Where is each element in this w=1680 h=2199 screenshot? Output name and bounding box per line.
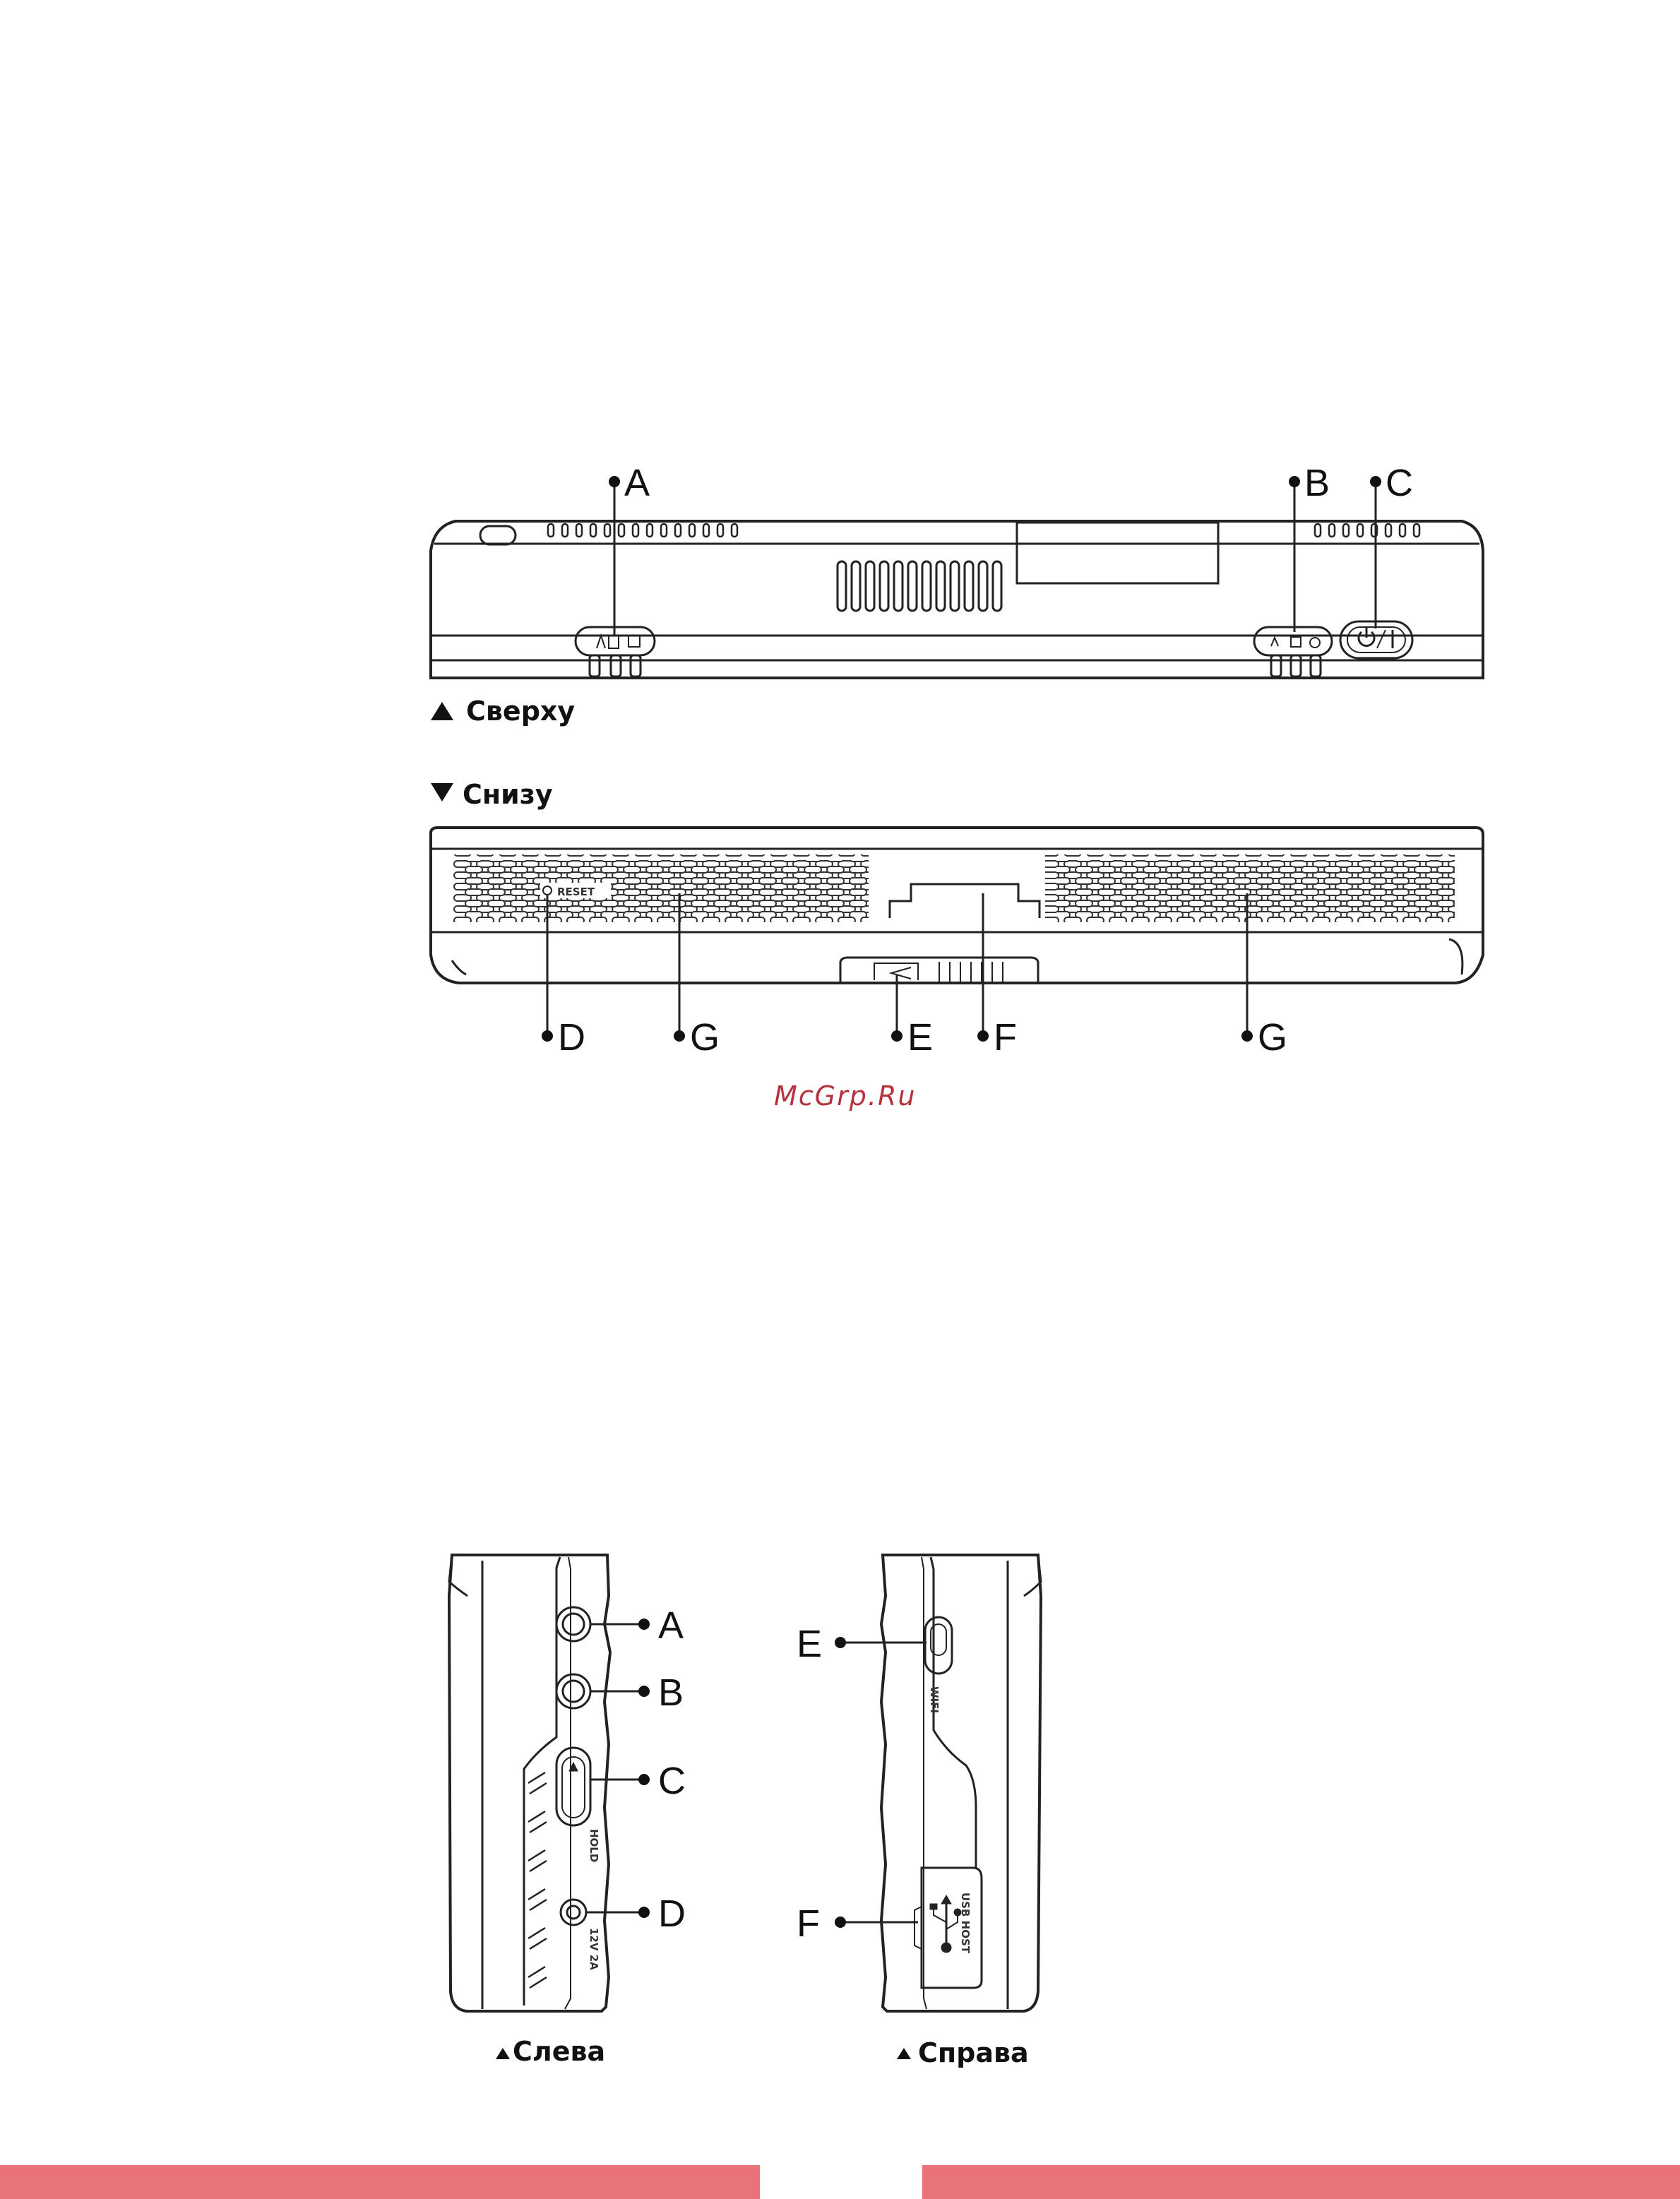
watermark: McGrp.Ru [774, 1080, 917, 1112]
power-spec-text: 12V 2A [588, 1928, 600, 1970]
left-view [449, 1555, 644, 2011]
top-label-b: B [1304, 462, 1330, 504]
bottom-view [431, 828, 1483, 1036]
up-triangle-icon [431, 702, 453, 720]
bottom-label-g2: G [1258, 1016, 1288, 1059]
caption-bottom: Снизу [463, 779, 553, 810]
left-label-a: A [658, 1604, 684, 1647]
right-label-e: E [797, 1623, 823, 1665]
bottom-label-f: F [994, 1016, 1017, 1059]
left-label-c: C [658, 1760, 686, 1802]
bottom-label-g1: G [690, 1016, 720, 1059]
left-view-markers [638, 1619, 650, 1918]
top-label-a: A [624, 462, 650, 504]
bottom-label-d: D [558, 1016, 585, 1059]
wifi-text: WIFI [928, 1686, 941, 1713]
footer-bar-left [0, 2165, 760, 2199]
down-triangle-icon [431, 783, 453, 801]
footer-bar-right [922, 2165, 1680, 2199]
up-triangle-icon [496, 2048, 510, 2059]
right-view [840, 1555, 1041, 2011]
right-view-markers [835, 1637, 846, 1928]
usb-host-text: USB HOST [959, 1893, 972, 1953]
right-label-f: F [797, 1902, 820, 1945]
top-view-markers [609, 476, 1381, 487]
reset-text: RESET [557, 886, 595, 898]
up-triangle-icon [897, 2048, 911, 2059]
caption-top: Сверху [466, 696, 576, 727]
bottom-label-e: E [907, 1016, 934, 1059]
left-label-d: D [658, 1893, 686, 1935]
caption-right: Справа [918, 2037, 1029, 2068]
top-label-c: C [1386, 462, 1413, 504]
hold-text: HOLD [588, 1829, 600, 1863]
top-view [431, 482, 1483, 678]
bottom-view-markers [542, 1030, 1253, 1042]
caption-left: Слева [513, 2036, 606, 2067]
left-label-b: B [658, 1671, 684, 1714]
